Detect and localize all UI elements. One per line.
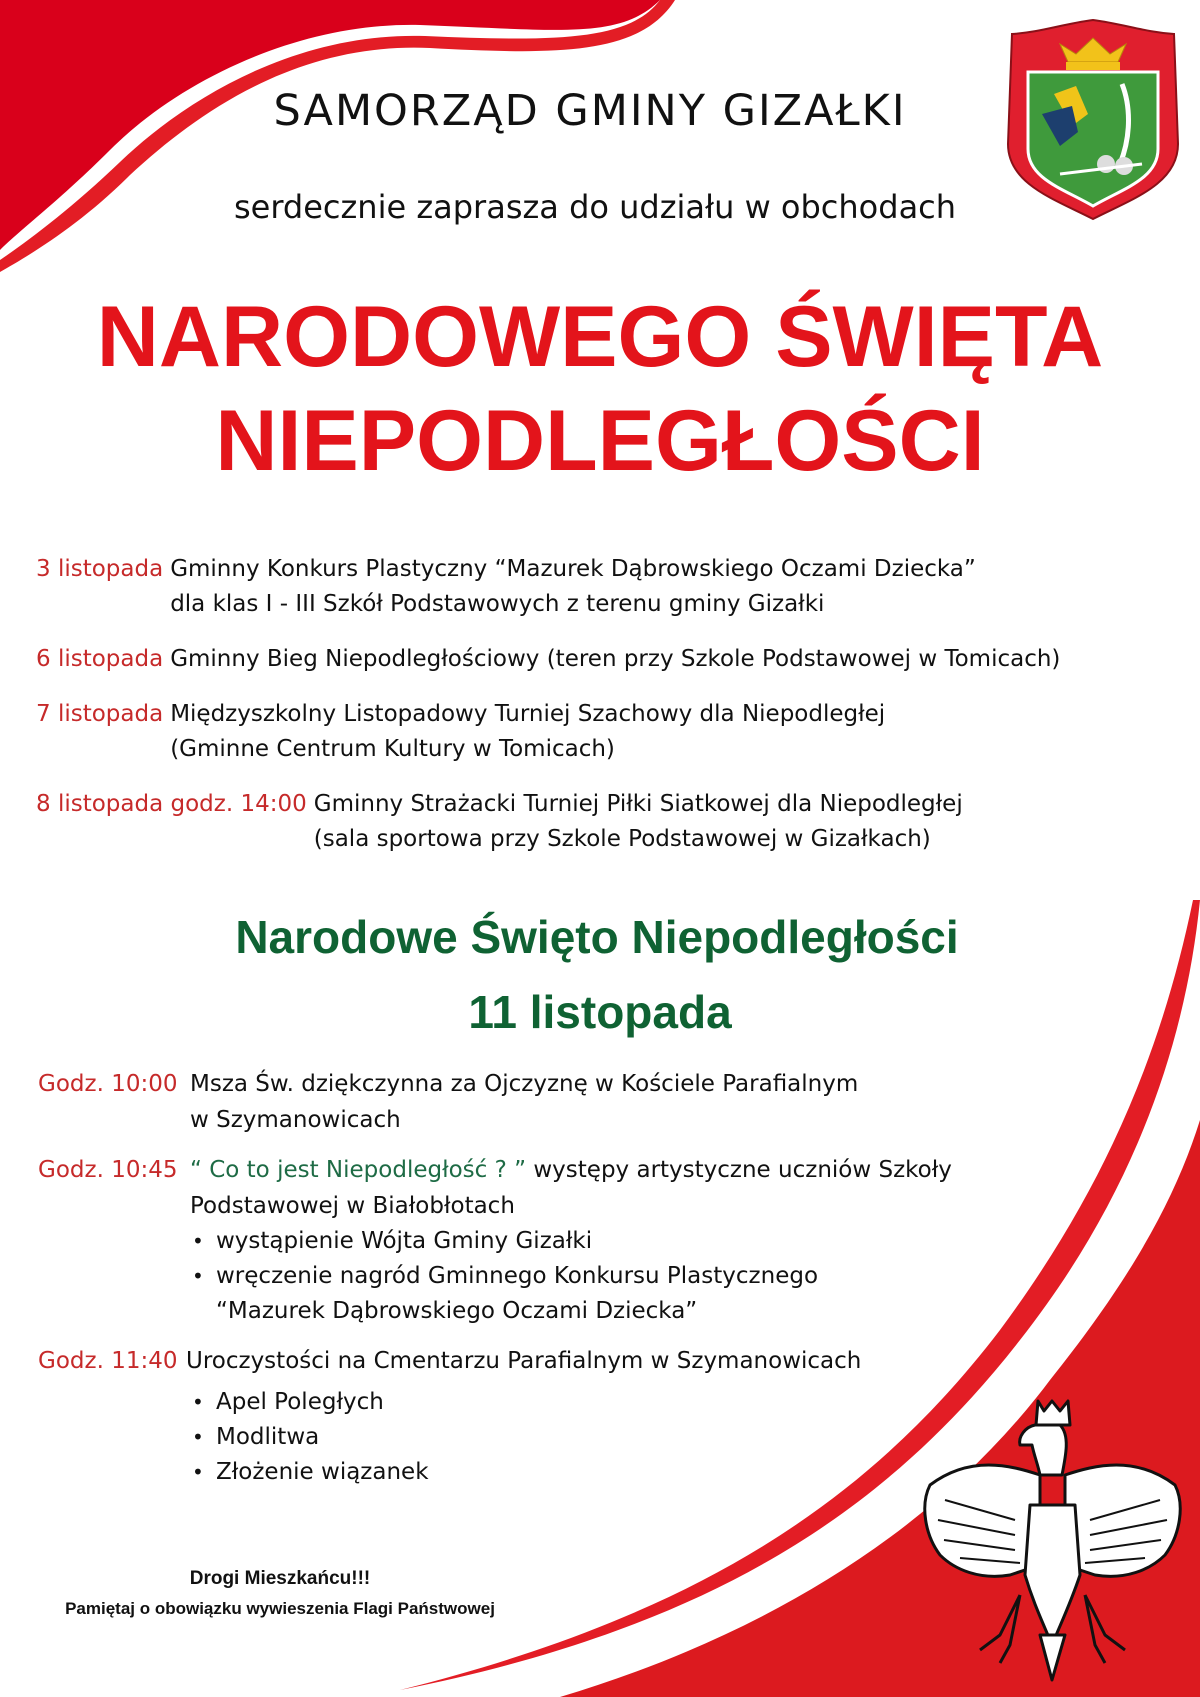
program-time: Godz. 10:45	[38, 1157, 178, 1183]
program-line: Uroczystości na Cmentarzu Parafialnym w Szymanowicach	[186, 1348, 862, 1374]
performance-title: “ Co to jest Niepodległość ? ”	[190, 1157, 527, 1183]
bullet-text: • wystąpienie Wójta Gminy Gizałki	[216, 1228, 593, 1254]
bullet-text: • Złożenie wiązanek	[216, 1459, 429, 1485]
program-bullets	[186, 1385, 861, 1490]
program-list	[38, 1066, 958, 1504]
invitation-text	[0, 188, 1200, 226]
organization-title	[0, 86, 1200, 136]
program-item	[38, 1066, 958, 1138]
event-line: Międzyszkolny Listopadowy Turniej Szachowy dla Niepodległej	[170, 701, 886, 727]
event-line: Gminny Konkurs Plastyczny “Mazurek Dąbrowskiego Oczami Dziecka”	[170, 556, 976, 582]
program-time: Godz. 10:00	[38, 1071, 178, 1097]
bullet-item	[216, 1259, 952, 1329]
organization-name: SAMORZĄD GMINY GIZAŁKI	[273, 86, 907, 136]
bullet-text: “Mazurek Dąbrowskiego Oczami Dziecka”	[216, 1298, 698, 1324]
bullet-text: • Modlitwa	[216, 1424, 320, 1450]
bullet-text: • Apel Poległych	[216, 1389, 384, 1415]
event-line: Gminny Strażacki Turniej Piłki Siatkowej dla Niepodległej	[313, 791, 963, 817]
invitation-line: serdecznie zaprasza do udziału w obchodach	[233, 188, 957, 226]
footer-greeting: Drogi Mieszkańcu!!!	[189, 1568, 371, 1589]
program-line	[190, 1152, 952, 1188]
program-time: Godz. 11:40	[38, 1348, 178, 1374]
program-description	[190, 1066, 858, 1138]
footer-note	[0, 1564, 560, 1624]
event-date: 3 listopada	[36, 556, 164, 582]
main-title-line2: NIEPODLEGŁOŚCI	[215, 393, 985, 489]
event-date: 6 listopada	[36, 646, 164, 672]
program-line-text: występy artystyczne uczniów Szkoły	[526, 1157, 952, 1183]
event-item	[36, 787, 1196, 857]
event-description	[314, 787, 963, 857]
program-item	[38, 1152, 958, 1329]
main-title	[0, 285, 1200, 493]
holiday-title: Narodowe Święto Niepodległości	[235, 911, 959, 963]
program-item	[38, 1343, 958, 1490]
bullet-item	[216, 1455, 861, 1490]
program-line: Podstawowej w Białobłotach	[190, 1193, 515, 1219]
program-line: Msza Św. dziękczynna za Ojczyznę w Kościele Parafialnym	[190, 1071, 859, 1097]
event-item	[36, 552, 1196, 622]
program-line: w Szymanowicach	[190, 1107, 401, 1133]
bullet-item	[216, 1420, 861, 1455]
event-item	[36, 697, 1196, 767]
event-description	[170, 552, 976, 622]
program-description	[186, 1343, 861, 1490]
bullet-item	[216, 1385, 861, 1420]
bullet-item	[216, 1224, 952, 1259]
event-line: (Gminne Centrum Kultury w Tomicach)	[170, 736, 615, 762]
event-date: 7 listopada	[36, 701, 164, 727]
bullet-text: • wręczenie nagród Gminnego Konkursu Plastycznego	[216, 1263, 819, 1289]
main-title-line1: NARODOWEGO ŚWIĘTA	[96, 289, 1104, 385]
event-description	[170, 697, 885, 767]
events-list	[36, 552, 1196, 877]
footer-reminder: Pamiętaj o obowiązku wywieszenia Flagi Państwowej	[65, 1599, 495, 1618]
event-line: (sala sportowa przy Szkole Podstawowej w Gizałkach)	[313, 826, 931, 852]
holiday-date: 11 listopada	[468, 986, 732, 1038]
event-description	[170, 642, 1060, 677]
program-description	[190, 1152, 952, 1329]
event-line: Gminny Bieg Niepodległościowy (teren przy Szkole Podstawowej w Tomicach)	[170, 646, 1061, 672]
event-line: dla klas I - III Szkół Podstawowych z terenu gminy Gizałki	[170, 591, 825, 617]
event-item	[36, 642, 1196, 677]
program-bullets	[190, 1224, 952, 1329]
event-date: 8 listopada godz. 14:00	[36, 791, 307, 817]
holiday-heading	[0, 900, 1200, 1050]
